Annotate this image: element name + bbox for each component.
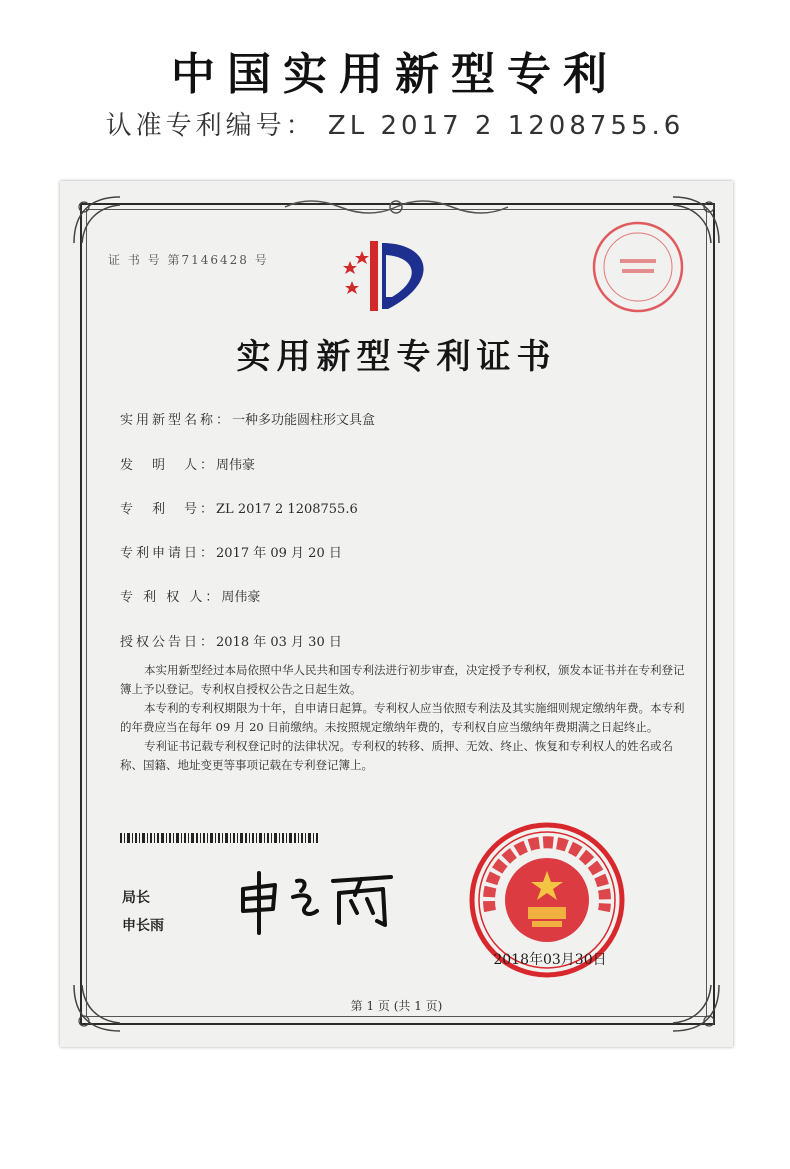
body-paragraph: 本实用新型经过本局依照中华人民共和国专利法进行初步审查，决定授予专利权，颁发本证书并在专利登记簿上予以登记。专利权自授权公告之日起生效。: [120, 663, 685, 696]
barcode-icon: [120, 833, 320, 843]
signer-title: 局长: [122, 890, 150, 906]
certificate-document: [60, 181, 733, 1047]
field-value: ZL 2017 2 1208755.6: [216, 502, 358, 517]
field-value: 周伟豪: [221, 590, 261, 605]
field-inventor: [120, 454, 255, 473]
official-seal-small-icon: [590, 219, 686, 315]
signer-name: 申长雨: [122, 918, 164, 934]
handwritten-signature-icon: [235, 867, 400, 937]
field-value: 2018 年 03 月 30 日: [216, 635, 342, 650]
field-label: 发 明 人：: [120, 458, 217, 473]
field-utility-model-name: [120, 409, 375, 428]
top-ornament-icon: [280, 195, 513, 219]
page-header-title: 中国实用新型专利: [171, 49, 619, 100]
body-paragraph: 专利证书记载专利权登记时的法律状况。专利权的转移、质押、无效、终止、恢复和专利权人的姓名或名称、国籍、地址变更等事项记载在专利登记簿上。: [120, 739, 673, 772]
cnipa-logo-icon: [330, 239, 450, 314]
field-label: 实用新型名称：: [120, 413, 233, 428]
page-number: 第 1 页 (共 1 页): [350, 999, 443, 1013]
patent-number-subtitle: 认准专利编号： ZL 2017 2 1208755.6: [105, 111, 685, 141]
field-label: 专 利 权 人：: [120, 590, 222, 605]
field-grant-date: [120, 631, 342, 650]
field-value: 一种多功能圆柱形文具盒: [232, 413, 376, 428]
field-label: 专利申请日：: [120, 546, 217, 561]
body-paragraph: 本专利的专利权期限为十年，自申请日起算。专利权人应当依照专利法及其实施细则规定缴纳年费。本专利的年费应当在每年 09 月 20 日前缴纳。未按照规定缴纳年费的，专利权自应当缴纳年费期满之日起终止。: [120, 701, 685, 734]
certificate-body-text: [120, 661, 692, 775]
seal-date: 2018年03月30日: [493, 952, 607, 968]
field-value: 周伟豪: [216, 458, 256, 473]
field-patent-number: [120, 498, 358, 517]
field-value: 2017 年 09 月 20 日: [216, 546, 342, 561]
field-label: 专 利 号：: [120, 502, 217, 517]
field-application-date: [120, 542, 342, 561]
certificate-title: 实用新型专利证书: [236, 337, 557, 377]
field-patentee: [120, 586, 260, 605]
certificate-number: 证 书 号 第7146428 号: [108, 253, 269, 267]
field-label: 授权公告日：: [120, 635, 217, 650]
corner-ornament-icon: [70, 193, 124, 247]
